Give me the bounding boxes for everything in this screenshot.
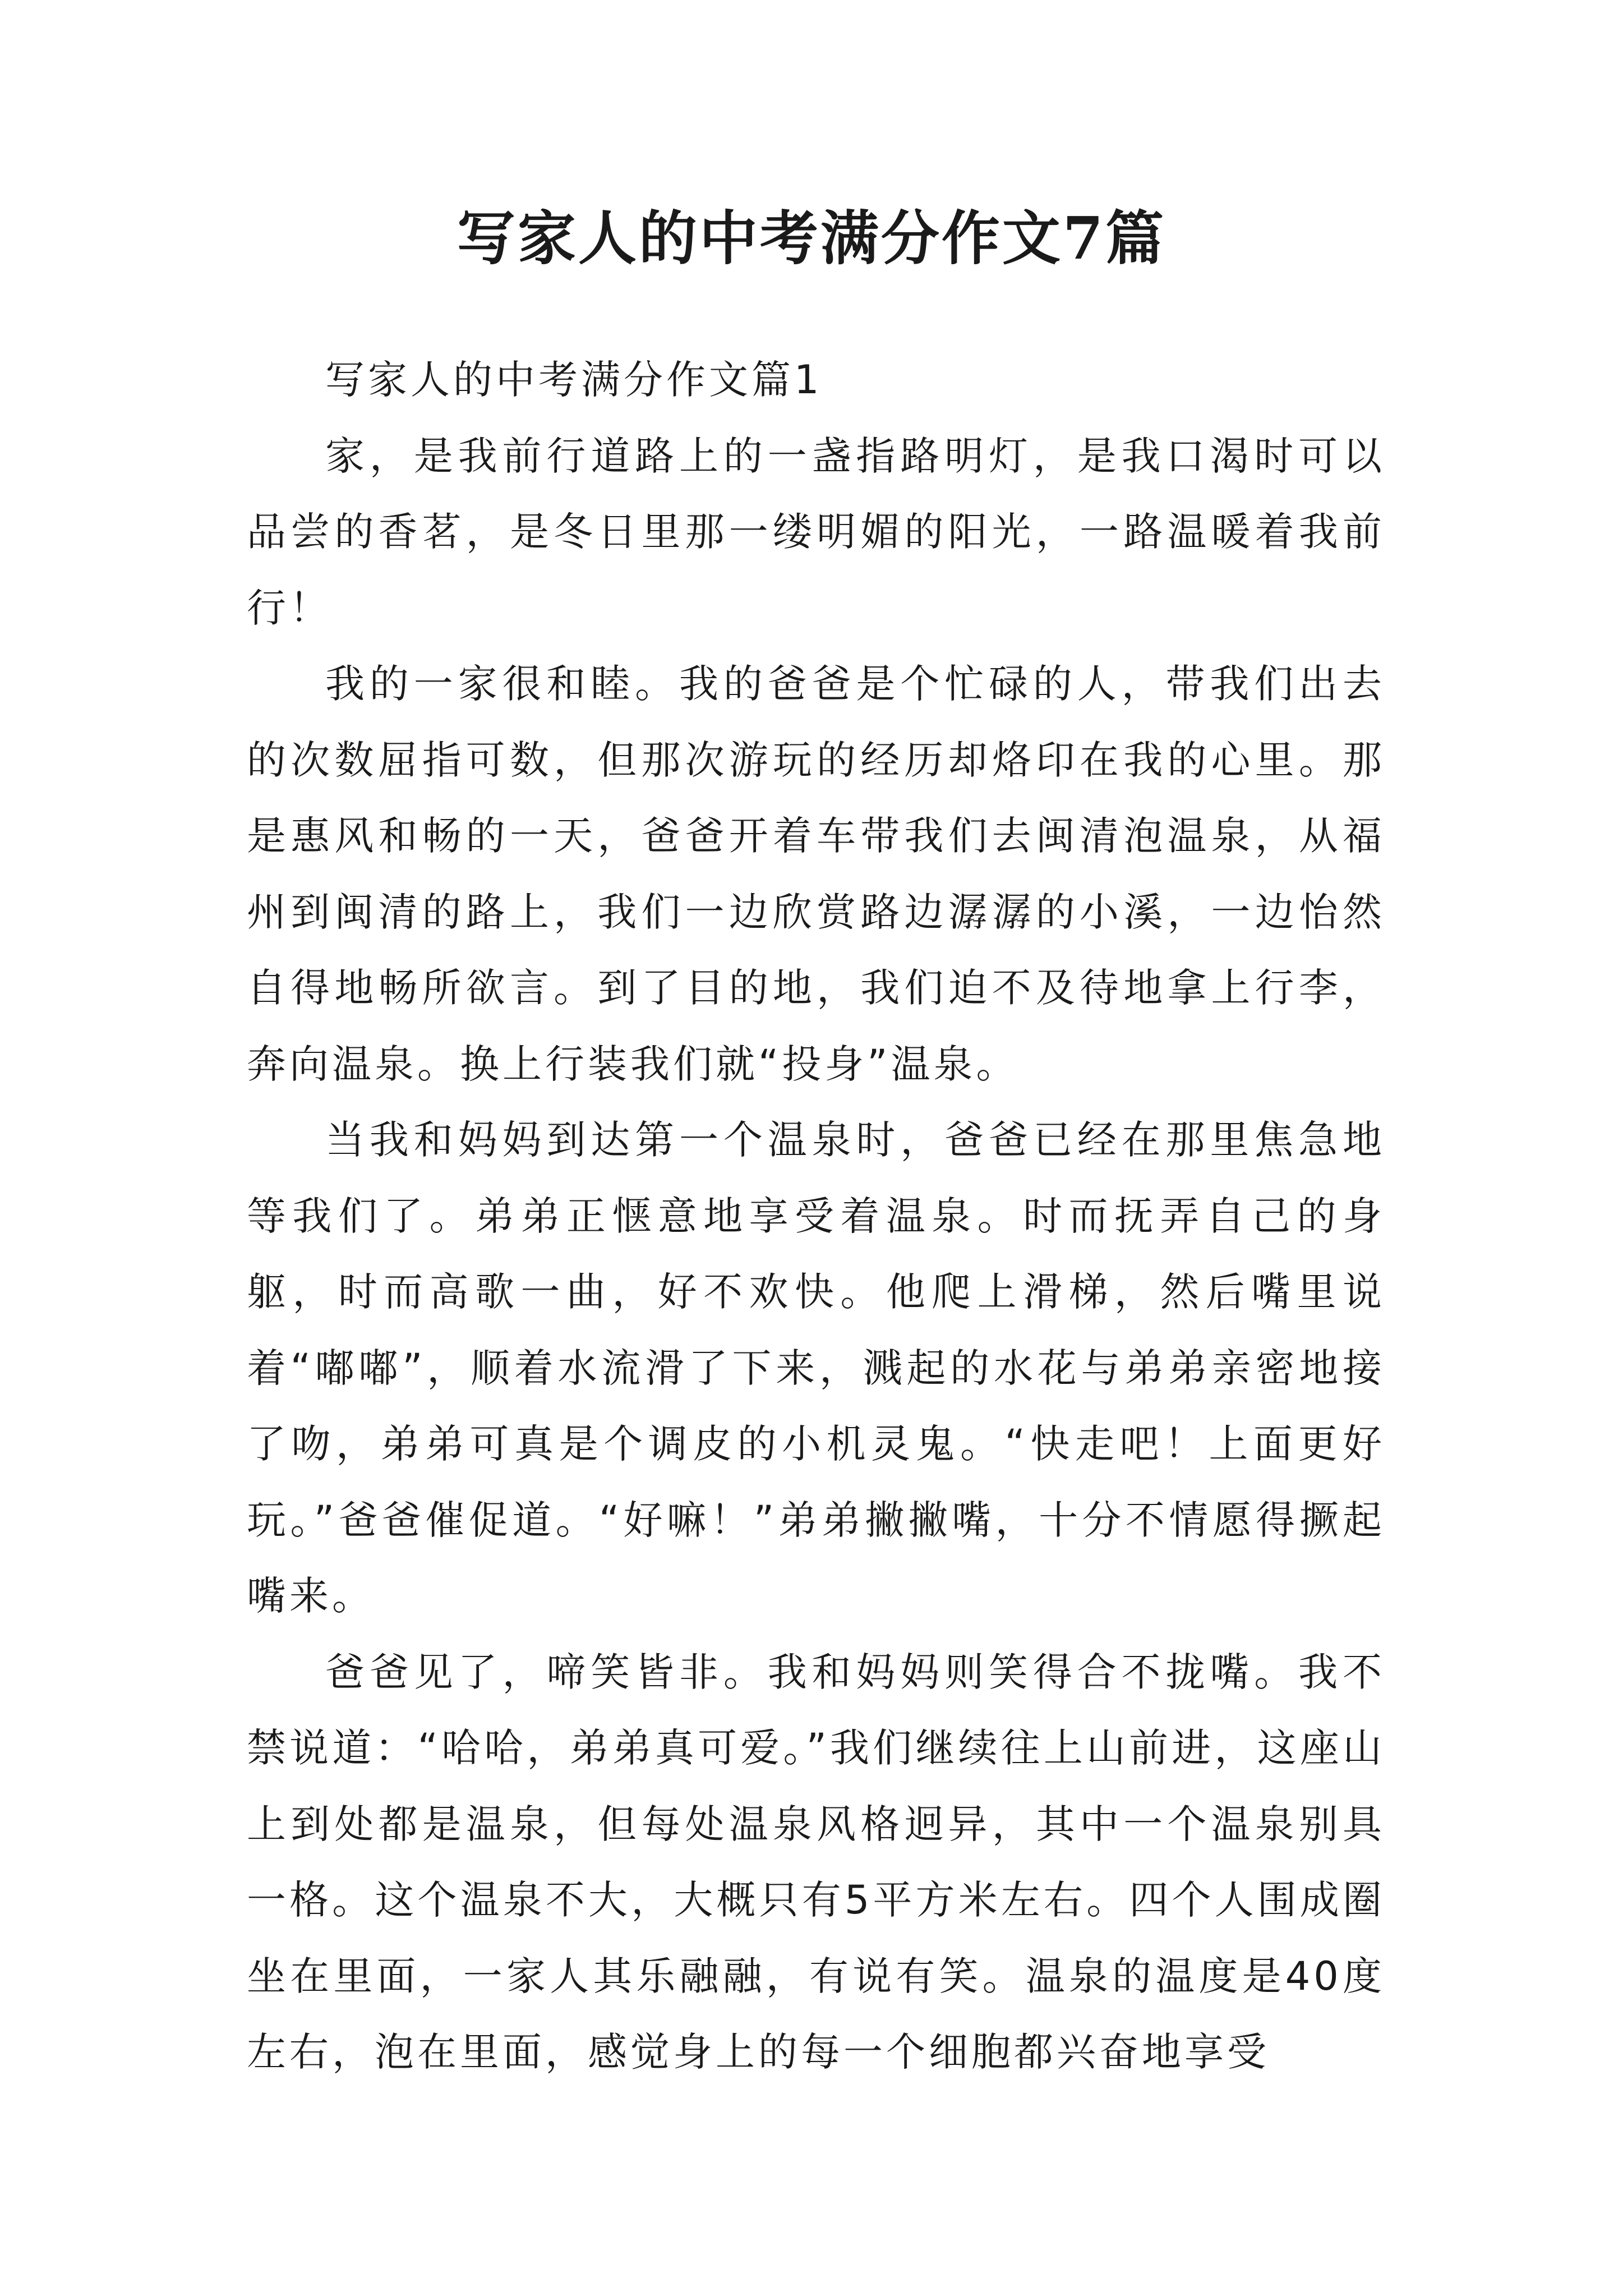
section-heading: 写家人的中考满分作文篇1 — [325, 357, 823, 403]
document-body — [247, 342, 1385, 2091]
paragraph: 家，是我前行道路上的一盏指路明灯，是我口渴时可以品尝的香茗，是冬日里那一缕明媚的阳光，一路温暖着我前行！ — [247, 432, 1385, 631]
paragraph: 爸爸见了，啼笑皆非。我和妈妈则笑得合不拢嘴。我不禁说道：“哈哈，弟弟真可爱。”我们继续往上山前进，这座山上到处都是温泉，但每处温泉风格迥异，其中一个温泉别具一格。这个温泉不大，大概只有5平方米左右。四个人围成圈坐在里面，一家人其乐融融，有说有笑。温泉的温度是40度左右，泡在里面，感觉身上的每一个细胞都兴奋地享受 — [247, 1649, 1385, 2075]
paragraph: 当我和妈妈到达第一个温泉时，爸爸已经在那里焦急地等我们了。弟弟正惬意地享受着温泉。时而抚弄自己的身躯，时而高歌一曲，好不欢快。他爬上滑梯，然后嘴里说着“嘟嘟”，顺着水流滑了下来，溅起的水花与弟弟亲密地接了吻，弟弟可真是个调皮的小机灵鬼。“快走吧！上面更好玩。”爸爸催促道。“好嘛！”弟弟撇撇嘴，十分不情愿得撅起嘴来。 — [247, 1117, 1385, 1619]
paragraph: 我的一家很和睦。我的爸爸是个忙碌的人，带我们出去的次数屈指可数，但那次游玩的经历却烙印在我的心里。那是惠风和畅的一天，爸爸开着车带我们去闽清泡温泉，从福州到闽清的路上，我们一边欣赏路边潺潺的小溪，一边怡然自得地畅所欲言。到了目的地，我们迫不及待地拿上行李，奔向温泉。换上行装我们就“投身”温泉。 — [247, 661, 1385, 1087]
document-title: 写家人的中考满分作文7篇 — [457, 204, 1166, 273]
